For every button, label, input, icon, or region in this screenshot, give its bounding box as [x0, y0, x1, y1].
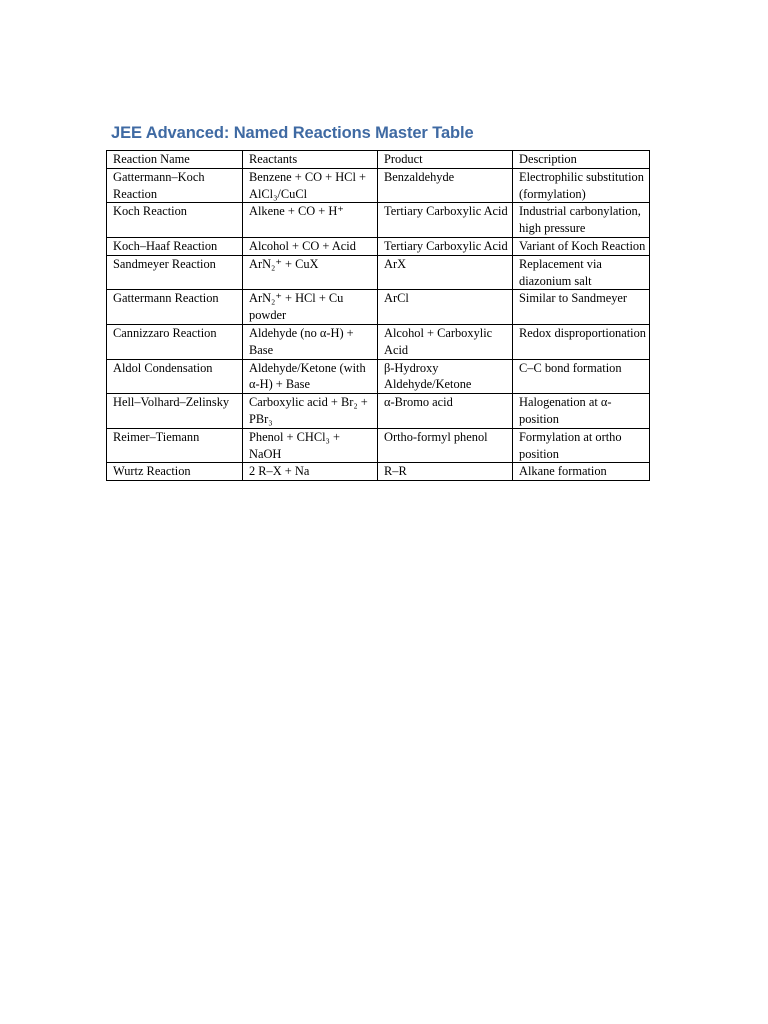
- cell-reactants: Carboxylic acid + Br₂ + PBr₃: [243, 394, 378, 429]
- cell-description: Electrophilic substitution (formylation): [513, 168, 650, 203]
- cell-description: Formylation at ortho position: [513, 428, 650, 463]
- cell-reaction-name: Gattermann Reaction: [107, 290, 243, 325]
- cell-reaction-name: Wurtz Reaction: [107, 463, 243, 481]
- document-title: JEE Advanced: Named Reactions Master Table: [111, 124, 474, 142]
- table-header-row: [107, 151, 650, 169]
- table-row: [107, 394, 650, 429]
- cell-reactants: Alcohol + CO + Acid: [243, 237, 378, 255]
- cell-reactants: 2 R–X + Na: [243, 463, 378, 481]
- cell-reaction-name: Koch–Haaf Reaction: [107, 237, 243, 255]
- cell-product: Benzaldehyde: [378, 168, 513, 203]
- header-description: Description: [513, 151, 650, 169]
- cell-description: Halogenation at α-position: [513, 394, 650, 429]
- table-row: [107, 168, 650, 203]
- table-row: [107, 203, 650, 238]
- cell-description: Redox disproportionation: [513, 324, 650, 359]
- cell-product: β-Hydroxy Aldehyde/Ketone: [378, 359, 513, 394]
- cell-reaction-name: Koch Reaction: [107, 203, 243, 238]
- header-reactants: Reactants: [243, 151, 378, 169]
- cell-description: Replacement via diazonium salt: [513, 255, 650, 290]
- named-reactions-table: [106, 150, 650, 481]
- cell-reaction-name: Sandmeyer Reaction: [107, 255, 243, 290]
- cell-product: ArCl: [378, 290, 513, 325]
- cell-reaction-name: Cannizzaro Reaction: [107, 324, 243, 359]
- cell-reaction-name: Aldol Condensation: [107, 359, 243, 394]
- cell-reactants: Aldehyde (no α-H) + Base: [243, 324, 378, 359]
- header-product: Product: [378, 151, 513, 169]
- cell-description: Alkane formation: [513, 463, 650, 481]
- cell-reactants: ArN₂⁺ + HCl + Cu powder: [243, 290, 378, 325]
- cell-description: C–C bond formation: [513, 359, 650, 394]
- table-row: [107, 463, 650, 481]
- table-row: [107, 428, 650, 463]
- cell-reaction-name: Gattermann–Koch Reaction: [107, 168, 243, 203]
- header-reaction-name: Reaction Name: [107, 151, 243, 169]
- table-row: [107, 324, 650, 359]
- cell-reactants: Phenol + CHCl₃ + NaOH: [243, 428, 378, 463]
- cell-product: α-Bromo acid: [378, 394, 513, 429]
- cell-reactants: ArN₂⁺ + CuX: [243, 255, 378, 290]
- cell-reactants: Alkene + CO + H⁺: [243, 203, 378, 238]
- table-row: [107, 290, 650, 325]
- cell-description: Industrial carbonylation, high pressure: [513, 203, 650, 238]
- cell-product: Tertiary Carboxylic Acid: [378, 237, 513, 255]
- cell-product: Tertiary Carboxylic Acid: [378, 203, 513, 238]
- cell-product: Alcohol + Carboxylic Acid: [378, 324, 513, 359]
- cell-reactants: Benzene + CO + HCl + AlCl₃/CuCl: [243, 168, 378, 203]
- cell-reaction-name: Reimer–Tiemann: [107, 428, 243, 463]
- cell-product: R–R: [378, 463, 513, 481]
- cell-reactants: Aldehyde/Ketone (with α-H) + Base: [243, 359, 378, 394]
- cell-description: Variant of Koch Reaction: [513, 237, 650, 255]
- cell-description: Similar to Sandmeyer: [513, 290, 650, 325]
- table-row: [107, 237, 650, 255]
- table-row: [107, 359, 650, 394]
- cell-product: ArX: [378, 255, 513, 290]
- cell-reaction-name: Hell–Volhard–Zelinsky: [107, 394, 243, 429]
- table-row: [107, 255, 650, 290]
- cell-product: Ortho-formyl phenol: [378, 428, 513, 463]
